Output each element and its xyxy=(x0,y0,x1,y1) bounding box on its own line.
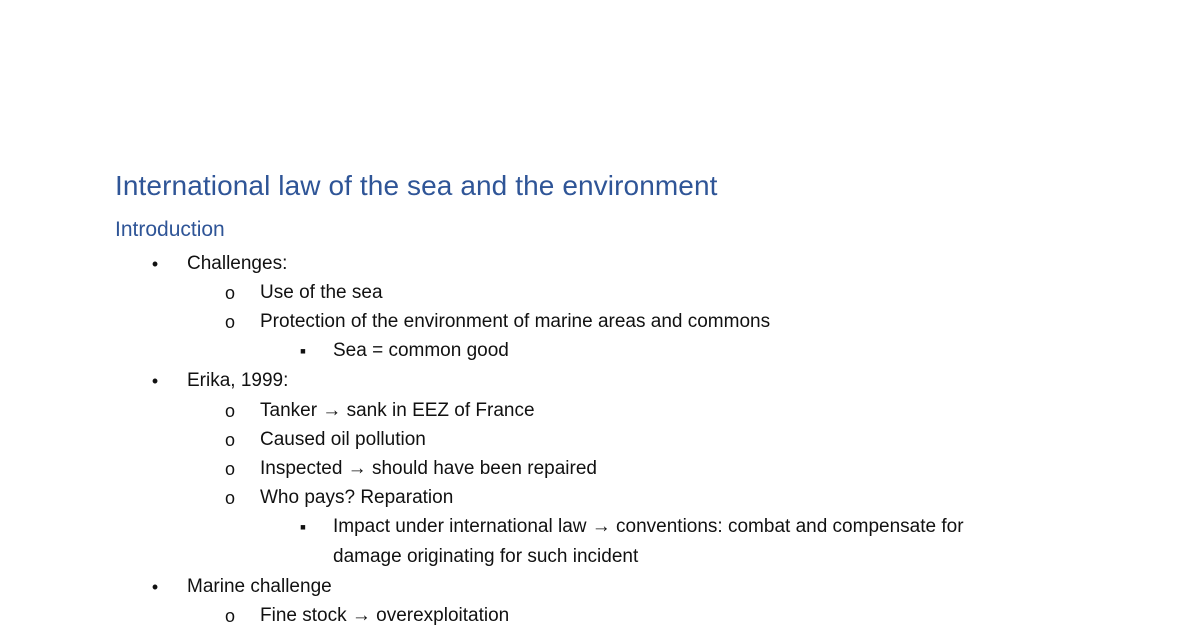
list-item: Sea = common good xyxy=(333,340,509,361)
list-item: Impact under international law → conventions: combat and compensate for xyxy=(333,516,964,537)
list-item-continuation: damage originating for such incident xyxy=(333,546,639,567)
document-title: International law of the sea and the environment xyxy=(115,170,718,201)
bullet-level3: ▪ xyxy=(299,517,307,537)
bullet-level2: o xyxy=(224,312,235,332)
bullet-level2: o xyxy=(224,488,235,508)
bullet-level2: o xyxy=(224,283,235,303)
list-item: Protection of the environment of marine areas and commons xyxy=(260,311,771,332)
bullet-level2: o xyxy=(224,459,235,479)
list-item: Caused oil pollution xyxy=(260,429,426,450)
section-heading: Introduction xyxy=(115,218,225,241)
bullet-level2: o xyxy=(224,606,235,626)
bullet-level1: • xyxy=(151,577,159,597)
bullet-level1: • xyxy=(151,371,159,391)
bullet-level1: • xyxy=(151,254,159,274)
bullet-level3: ▪ xyxy=(299,341,307,361)
list-item: Fine stock → overexploitation xyxy=(260,605,510,626)
list-item: Challenges: xyxy=(187,253,288,274)
list-item: Inspected → should have been repaired xyxy=(260,458,597,479)
list-item: Erika, 1999: xyxy=(187,370,289,391)
bullet-level2: o xyxy=(224,401,235,421)
list-item: Marine challenge xyxy=(187,576,332,597)
list-item: Use of the sea xyxy=(260,282,383,303)
list-item: Tanker → sank in EEZ of France xyxy=(260,400,535,421)
bullet-level2: o xyxy=(224,430,235,450)
list-item: Who pays? Reparation xyxy=(260,487,454,508)
